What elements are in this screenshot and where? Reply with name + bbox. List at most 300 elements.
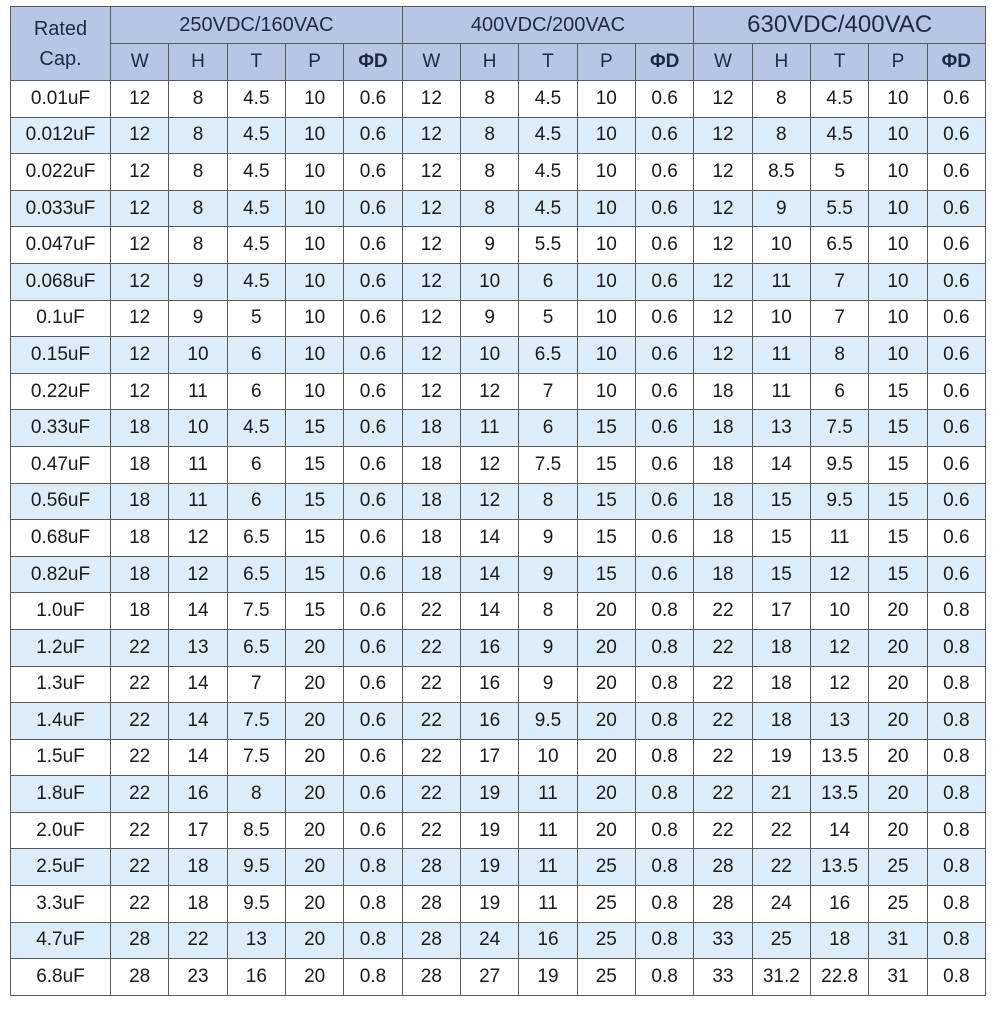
dimension-cell: 12 (460, 483, 518, 520)
column-header: H (752, 44, 810, 81)
voltage-group-header: 400VDC/200VAC (402, 7, 694, 44)
dimension-cell: 0.6 (344, 666, 402, 703)
dimension-cell: 18 (694, 556, 752, 593)
dimension-cell: 15 (577, 410, 635, 447)
dimension-cell: 15 (577, 556, 635, 593)
dimension-cell: 11 (519, 849, 577, 886)
dimension-cell: 10 (169, 410, 227, 447)
dimension-cell: 20 (577, 666, 635, 703)
dimension-cell: 0.6 (635, 373, 693, 410)
rated-cap-cell: 0.047uF (11, 227, 111, 264)
dimension-cell: 11 (752, 263, 810, 300)
column-header: W (111, 44, 169, 81)
dimension-cell: 18 (169, 849, 227, 886)
dimension-cell: 20 (577, 739, 635, 776)
dimension-cell: 5 (519, 300, 577, 337)
dimension-cell: 10 (577, 81, 635, 118)
dimension-cell: 28 (111, 922, 169, 959)
dimension-cell: 10 (460, 337, 518, 374)
dimension-cell: 12 (402, 154, 460, 191)
dimension-cell: 33 (694, 959, 752, 996)
dimension-cell: 0.6 (344, 300, 402, 337)
rated-cap-cell: 1.5uF (11, 739, 111, 776)
dimension-cell: 28 (111, 959, 169, 996)
dimension-cell: 10 (869, 117, 927, 154)
dimension-cell: 19 (460, 776, 518, 813)
dimension-cell: 8 (169, 154, 227, 191)
dimension-cell: 7.5 (227, 703, 285, 740)
dimension-cell: 12 (402, 227, 460, 264)
rated-cap-cell: 1.0uF (11, 593, 111, 630)
dimension-cell: 22 (694, 629, 752, 666)
dimension-cell: 28 (402, 849, 460, 886)
dimension-cell: 0.6 (635, 81, 693, 118)
dimension-cell: 14 (460, 520, 518, 557)
dimension-cell: 0.6 (344, 739, 402, 776)
dimension-cell: 12 (460, 373, 518, 410)
dimension-cell: 0.8 (635, 922, 693, 959)
dimension-cell: 15 (285, 593, 343, 630)
voltage-group-header: 630VDC/400VAC (694, 7, 986, 44)
rated-cap-cell: 0.56uF (11, 483, 111, 520)
dimension-cell: 10 (869, 154, 927, 191)
dimension-cell: 0.6 (344, 703, 402, 740)
table-row (11, 886, 986, 923)
dimension-cell: 5.5 (519, 227, 577, 264)
dimension-cell: 10 (285, 300, 343, 337)
dimension-cell: 0.8 (927, 739, 985, 776)
dimension-cell: 10 (285, 373, 343, 410)
dimension-cell: 8 (460, 81, 518, 118)
table-row (11, 263, 986, 300)
table-row (11, 337, 986, 374)
dimension-cell: 8 (519, 483, 577, 520)
dimension-cell: 0.6 (927, 446, 985, 483)
dimension-cell: 18 (402, 520, 460, 557)
dimension-cell: 8 (169, 227, 227, 264)
dimension-cell: 12 (111, 263, 169, 300)
rated-cap-cell: 0.012uF (11, 117, 111, 154)
dimension-cell: 20 (577, 812, 635, 849)
dimension-cell: 10 (869, 300, 927, 337)
dimension-cell: 12 (111, 373, 169, 410)
dimension-cell: 15 (285, 410, 343, 447)
dimension-cell: 6.5 (519, 337, 577, 374)
dimension-cell: 9 (519, 666, 577, 703)
dimension-cell: 22.8 (810, 959, 868, 996)
dimension-cell: 0.6 (927, 520, 985, 557)
dimension-cell: 20 (577, 593, 635, 630)
dimension-cell: 0.6 (635, 263, 693, 300)
dimension-cell: 0.8 (635, 886, 693, 923)
dimension-cell: 20 (285, 812, 343, 849)
dimension-cell: 10 (285, 81, 343, 118)
column-header: T (519, 44, 577, 81)
dimension-cell: 20 (285, 959, 343, 996)
dimension-cell: 6 (810, 373, 868, 410)
table-row (11, 812, 986, 849)
dimension-cell: 15 (285, 446, 343, 483)
dimension-cell: 28 (694, 849, 752, 886)
dimension-cell: 10 (169, 337, 227, 374)
dimension-cell: 0.8 (344, 922, 402, 959)
dimension-cell: 18 (694, 520, 752, 557)
dimension-cell: 0.6 (635, 520, 693, 557)
dimension-cell: 20 (285, 849, 343, 886)
dimension-cell: 0.8 (927, 959, 985, 996)
table-row (11, 959, 986, 996)
dimension-cell: 14 (752, 446, 810, 483)
table-row (11, 117, 986, 154)
dimension-cell: 22 (111, 629, 169, 666)
dimension-cell: 0.6 (927, 227, 985, 264)
dimension-cell: 14 (810, 812, 868, 849)
dimension-cell: 0.8 (635, 593, 693, 630)
dimension-cell: 16 (169, 776, 227, 813)
dimension-cell: 22 (752, 812, 810, 849)
dimension-cell: 22 (694, 703, 752, 740)
rated-cap-cell: 0.01uF (11, 81, 111, 118)
dimension-cell: 12 (694, 190, 752, 227)
dimension-cell: 6 (227, 446, 285, 483)
column-header: ΦD (344, 44, 402, 81)
dimension-cell: 0.6 (927, 263, 985, 300)
dimension-cell: 20 (285, 629, 343, 666)
column-header: H (169, 44, 227, 81)
dimension-cell: 10 (577, 154, 635, 191)
dimension-cell: 18 (752, 666, 810, 703)
dimension-cell: 10 (577, 300, 635, 337)
dimension-cell: 10 (285, 190, 343, 227)
dimension-cell: 22 (402, 593, 460, 630)
dimension-cell: 11 (519, 812, 577, 849)
dimension-cell: 18 (810, 922, 868, 959)
dimension-cell: 0.6 (344, 812, 402, 849)
dimension-cell: 10 (285, 117, 343, 154)
rated-cap-cell: 1.2uF (11, 629, 111, 666)
dimension-cell: 0.8 (927, 703, 985, 740)
dimension-cell: 6.5 (227, 520, 285, 557)
dimension-cell: 0.6 (344, 263, 402, 300)
dimension-cell: 6 (227, 483, 285, 520)
dimension-cell: 10 (519, 739, 577, 776)
dimension-cell: 22 (694, 739, 752, 776)
dimension-cell: 0.8 (635, 776, 693, 813)
dimension-cell: 9 (169, 263, 227, 300)
dimension-cell: 7 (810, 263, 868, 300)
rated-cap-cell: 0.22uF (11, 373, 111, 410)
dimension-cell: 22 (402, 703, 460, 740)
dimension-cell: 9 (460, 300, 518, 337)
dimension-cell: 5.5 (810, 190, 868, 227)
dimension-cell: 12 (402, 373, 460, 410)
dimension-cell: 0.6 (344, 483, 402, 520)
dimension-cell: 4.5 (519, 81, 577, 118)
dimension-cell: 12 (111, 337, 169, 374)
dimension-cell: 12 (694, 81, 752, 118)
table-row (11, 776, 986, 813)
dimension-cell: 16 (810, 886, 868, 923)
dimension-cell: 25 (577, 849, 635, 886)
dimension-cell: 15 (752, 556, 810, 593)
dimension-cell: 21 (752, 776, 810, 813)
dimension-cell: 13 (227, 922, 285, 959)
dimension-cell: 8 (460, 190, 518, 227)
dimension-cell: 0.6 (635, 117, 693, 154)
dimension-cell: 0.6 (635, 300, 693, 337)
rated-cap-cell: 0.47uF (11, 446, 111, 483)
dimension-cell: 0.6 (344, 446, 402, 483)
dimension-cell: 9 (752, 190, 810, 227)
column-header: P (869, 44, 927, 81)
dimension-cell: 22 (111, 703, 169, 740)
dimension-cell: 19 (519, 959, 577, 996)
dimension-cell: 0.6 (927, 154, 985, 191)
dimension-cell: 12 (694, 227, 752, 264)
dimension-cell: 0.8 (635, 959, 693, 996)
dimension-cell: 8 (460, 117, 518, 154)
dimension-cell: 7.5 (227, 593, 285, 630)
dimension-cell: 0.6 (635, 227, 693, 264)
table-row (11, 703, 986, 740)
dimension-cell: 22 (111, 812, 169, 849)
table-row (11, 227, 986, 264)
dimension-cell: 20 (577, 629, 635, 666)
dimension-cell: 0.6 (344, 776, 402, 813)
dimension-cell: 6.5 (810, 227, 868, 264)
dimension-cell: 20 (869, 739, 927, 776)
dimension-cell: 28 (402, 959, 460, 996)
dimension-cell: 12 (111, 227, 169, 264)
dimension-cell: 6 (519, 410, 577, 447)
dimension-cell: 0.6 (344, 190, 402, 227)
dimension-cell: 19 (752, 739, 810, 776)
dimension-cell: 22 (111, 886, 169, 923)
dimension-cell: 8 (169, 190, 227, 227)
dimension-cell: 18 (402, 556, 460, 593)
dimension-cell: 0.8 (635, 703, 693, 740)
dimension-cell: 13.5 (810, 776, 868, 813)
dimension-cell: 23 (169, 959, 227, 996)
dimension-cell: 0.8 (344, 886, 402, 923)
dimension-cell: 16 (519, 922, 577, 959)
dimension-cell: 0.6 (927, 117, 985, 154)
rated-cap-line-2: Cap. (39, 47, 82, 70)
dimension-cell: 31 (869, 922, 927, 959)
dimension-cell: 10 (577, 263, 635, 300)
dimension-cell: 17 (752, 593, 810, 630)
dimension-cell: 0.8 (927, 629, 985, 666)
table-body (11, 81, 986, 996)
rated-cap-cell: 3.3uF (11, 886, 111, 923)
dimension-cell: 22 (111, 776, 169, 813)
dimension-cell: 16 (227, 959, 285, 996)
dimension-cell: 12 (402, 337, 460, 374)
dimension-cell: 10 (577, 373, 635, 410)
dimension-cell: 12 (460, 446, 518, 483)
dimension-cell: 28 (402, 886, 460, 923)
dimension-cell: 15 (869, 556, 927, 593)
dimension-cell: 14 (169, 666, 227, 703)
table-header (11, 7, 986, 81)
table-row (11, 446, 986, 483)
dimension-cell: 15 (752, 520, 810, 557)
dimension-cell: 0.8 (927, 886, 985, 923)
column-header: H (460, 44, 518, 81)
column-header: P (285, 44, 343, 81)
dimension-cell: 10 (285, 263, 343, 300)
rated-cap-cell: 2.0uF (11, 812, 111, 849)
dimension-cell: 7 (519, 373, 577, 410)
dimension-cell: 20 (869, 666, 927, 703)
table-row (11, 556, 986, 593)
dimension-cell: 11 (752, 373, 810, 410)
dimension-cell: 31 (869, 959, 927, 996)
dimension-cell: 12 (402, 117, 460, 154)
dimension-cell: 20 (869, 812, 927, 849)
dimension-cell: 0.6 (927, 483, 985, 520)
table-row (11, 739, 986, 776)
dimension-cell: 15 (869, 446, 927, 483)
dimension-cell: 4.5 (227, 227, 285, 264)
dimension-cell: 0.6 (927, 556, 985, 593)
dimension-cell: 12 (111, 300, 169, 337)
dimension-cell: 12 (402, 81, 460, 118)
table-row (11, 922, 986, 959)
dimension-cell: 25 (869, 886, 927, 923)
dimension-cell: 20 (869, 776, 927, 813)
dimension-cell: 20 (577, 703, 635, 740)
dimension-cell: 20 (285, 666, 343, 703)
dimension-cell: 12 (402, 263, 460, 300)
dimension-cell: 10 (869, 227, 927, 264)
dimension-cell: 22 (694, 593, 752, 630)
dimension-cell: 18 (111, 520, 169, 557)
rated-cap-cell: 4.7uF (11, 922, 111, 959)
table-row (11, 520, 986, 557)
dimension-cell: 0.6 (344, 227, 402, 264)
dimension-cell: 13.5 (810, 849, 868, 886)
dimension-cell: 11 (752, 337, 810, 374)
dimension-cell: 22 (169, 922, 227, 959)
dimension-cell: 12 (402, 300, 460, 337)
dimension-cell: 14 (169, 739, 227, 776)
dimension-cell: 12 (810, 556, 868, 593)
dimension-cell: 0.6 (927, 373, 985, 410)
column-header: T (810, 44, 868, 81)
dimension-cell: 10 (577, 190, 635, 227)
dimension-cell: 9 (460, 227, 518, 264)
table-row (11, 629, 986, 666)
dimension-cell: 19 (460, 886, 518, 923)
table-row (11, 410, 986, 447)
table-row (11, 849, 986, 886)
column-header: W (402, 44, 460, 81)
dimension-cell: 0.6 (635, 337, 693, 374)
rated-cap-cell: 0.033uF (11, 190, 111, 227)
dimension-cell: 12 (694, 263, 752, 300)
dimension-cell: 10 (752, 300, 810, 337)
dimension-cell: 11 (519, 776, 577, 813)
dimension-cell: 7 (227, 666, 285, 703)
dimension-cell: 18 (752, 629, 810, 666)
dimension-cell: 19 (460, 812, 518, 849)
dimension-cell: 33 (694, 922, 752, 959)
dimension-cell: 0.8 (635, 739, 693, 776)
dimension-cell: 18 (111, 593, 169, 630)
dimension-cell: 16 (460, 666, 518, 703)
dimension-cell: 22 (402, 776, 460, 813)
dimension-cell: 4.5 (227, 410, 285, 447)
dimension-cell: 15 (285, 483, 343, 520)
dimension-cell: 7.5 (227, 739, 285, 776)
dimension-cell: 0.6 (344, 593, 402, 630)
dimension-cell: 0.6 (927, 337, 985, 374)
dimension-cell: 11 (169, 446, 227, 483)
dimension-cell: 10 (869, 337, 927, 374)
dimension-cell: 0.6 (635, 556, 693, 593)
dimension-cell: 5 (810, 154, 868, 191)
dimension-cell: 14 (169, 703, 227, 740)
dimension-cell: 12 (111, 190, 169, 227)
column-header-row (11, 44, 986, 81)
dimension-cell: 0.6 (927, 300, 985, 337)
dimension-cell: 0.6 (927, 81, 985, 118)
dimension-cell: 9.5 (810, 483, 868, 520)
dimension-cell: 4.5 (519, 154, 577, 191)
dimension-cell: 16 (460, 703, 518, 740)
dimension-cell: 8 (519, 593, 577, 630)
rated-cap-cell: 6.8uF (11, 959, 111, 996)
dimension-cell: 7 (810, 300, 868, 337)
dimension-cell: 20 (869, 593, 927, 630)
dimension-cell: 24 (460, 922, 518, 959)
dimension-cell: 15 (869, 410, 927, 447)
dimension-cell: 20 (285, 739, 343, 776)
dimension-cell: 19 (460, 849, 518, 886)
dimension-cell: 0.6 (927, 190, 985, 227)
dimension-cell: 13 (169, 629, 227, 666)
dimension-cell: 10 (810, 593, 868, 630)
dimension-cell: 11 (169, 483, 227, 520)
table-row (11, 81, 986, 118)
dimension-cell: 18 (111, 483, 169, 520)
dimension-cell: 22 (694, 666, 752, 703)
dimension-cell: 0.8 (635, 629, 693, 666)
dimension-cell: 18 (169, 886, 227, 923)
dimension-cell: 14 (169, 593, 227, 630)
dimension-cell: 15 (869, 373, 927, 410)
dimension-cell: 12 (694, 300, 752, 337)
dimension-cell: 0.6 (344, 154, 402, 191)
rated-cap-cell: 0.068uF (11, 263, 111, 300)
rated-cap-cell: 0.33uF (11, 410, 111, 447)
dimension-cell: 15 (869, 483, 927, 520)
column-header: P (577, 44, 635, 81)
dimension-cell: 12 (111, 81, 169, 118)
dimension-cell: 15 (577, 483, 635, 520)
dimension-cell: 8 (169, 81, 227, 118)
dimension-cell: 20 (285, 703, 343, 740)
dimension-cell: 0.8 (344, 959, 402, 996)
dimension-cell: 15 (577, 446, 635, 483)
dimension-cell: 22 (402, 666, 460, 703)
table-row (11, 483, 986, 520)
column-header: ΦD (635, 44, 693, 81)
dimension-cell: 20 (577, 776, 635, 813)
dimension-cell: 20 (285, 922, 343, 959)
column-header: T (227, 44, 285, 81)
